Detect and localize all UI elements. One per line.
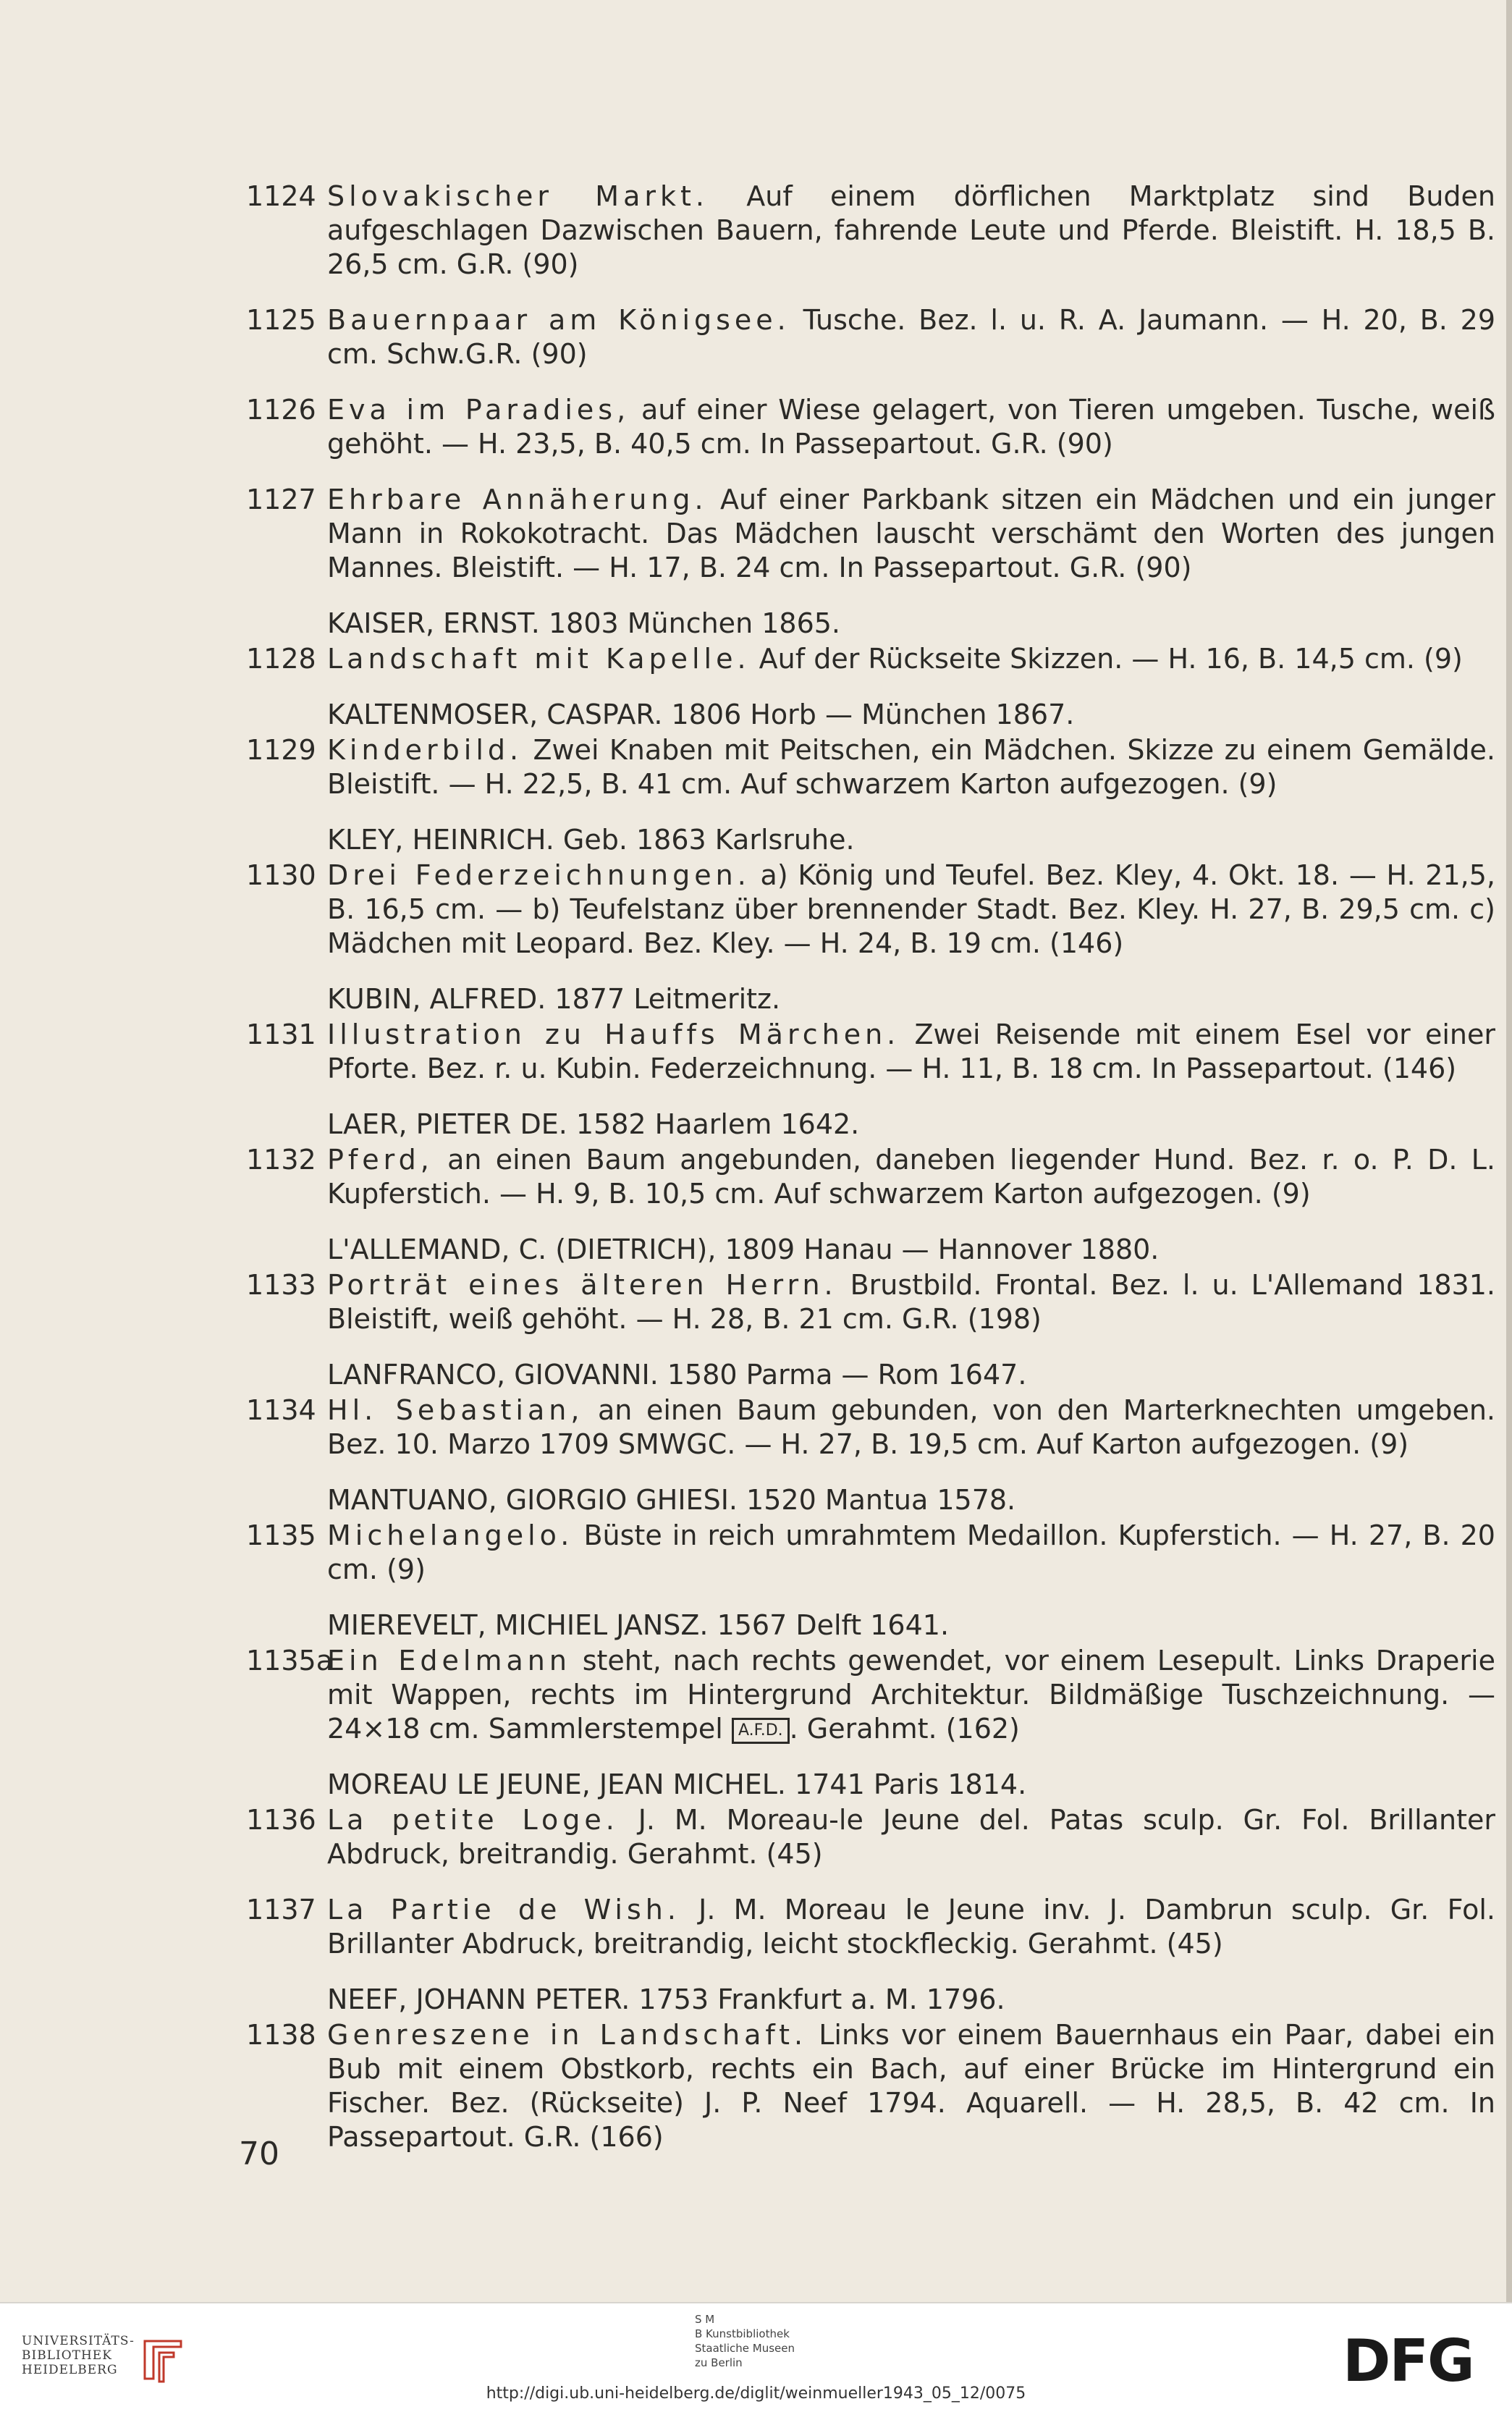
viewer-footer: [0, 2302, 1512, 2412]
lot-number: 1138: [246, 2019, 316, 2051]
catalog-entry: [246, 1644, 1495, 1746]
artist-heading: KALTENMOSER, CASPAR. 1806 Horb — München 1867.: [327, 699, 1075, 730]
sm-line-1: S M: [695, 2313, 715, 2326]
lot-number: 1135: [246, 1519, 316, 1551]
entry-text: [327, 1018, 1495, 1086]
entry-text: [327, 1268, 1495, 1336]
uni-line-3: HEIDELBERG: [22, 2363, 118, 2377]
uni-line-2: BIBLIOTHEK: [22, 2348, 112, 2363]
entry-title: Ehrbare Annäherung.: [327, 484, 708, 515]
entry-title: Drei Federzeichnungen.: [327, 859, 751, 891]
artist-heading: MOREAU LE JEUNE, JEAN MICHEL. 1741 Paris 1814.: [327, 1768, 1027, 1800]
catalog-entry: [246, 393, 1495, 461]
entry-text: [327, 1893, 1495, 1961]
entry-title: Genreszene in Landschaft.: [327, 2019, 808, 2051]
entry-title: Ein Edelmann: [327, 1645, 571, 1677]
entry-description-tail: . Gerahmt. (162): [789, 1713, 1020, 1745]
lot-number: 1133: [246, 1269, 316, 1301]
entry-title: Pferd,: [327, 1144, 434, 1176]
catalog-content: [246, 180, 1495, 2176]
entry-description: Büste in reich umrahmtem Medaillon. Kupferstich. — H. 27, B. 20 cm. (9): [327, 1519, 1495, 1585]
catalog-entry: [246, 642, 1495, 676]
sm-line-2: B Kunstbibliothek: [695, 2327, 790, 2340]
collector-stamp: A.F.D.: [732, 1718, 790, 1744]
catalog-entry: [246, 1519, 1495, 1587]
catalog-entry: [246, 180, 1495, 282]
entry-text: [327, 1803, 1495, 1871]
entry-title: Michelangelo.: [327, 1519, 574, 1551]
artist-heading: MIEREVELT, MICHIEL JANSZ. 1567 Delft 1641.: [327, 1609, 950, 1641]
entry-description: Auf einem dörflichen Marktplatz sind Buden aufgeschlagen Dazwischen Bauern, fahrende Leute und Pferde. Bleistift. H. 18,5 B. 26,5 cm. G.R. (90): [327, 180, 1495, 280]
entry-text: [327, 180, 1495, 282]
page-number: 70: [239, 2135, 279, 2172]
entry-title: Slovakischer Markt.: [327, 180, 709, 212]
entry-title: Hl. Sebastian,: [327, 1394, 584, 1426]
entry-title: Porträt eines älteren Herrn.: [327, 1269, 837, 1301]
entry-title: La petite Loge.: [327, 1804, 619, 1836]
entry-description: Auf der Rückseite Skizzen. — H. 16, B. 14,5 cm. (9): [759, 643, 1463, 675]
artist-heading: KUBIN, ALFRED. 1877 Leitmeritz.: [327, 983, 781, 1015]
sm-line-3: Staatliche Museen: [695, 2342, 795, 2355]
entry-text: [327, 733, 1495, 801]
catalog-entry: [246, 483, 1495, 585]
lot-number: 1128: [246, 643, 316, 675]
sm-line-4: zu Berlin: [695, 2356, 743, 2369]
kunstbibliothek-logo[interactable]: [695, 2312, 795, 2370]
catalog-entry: [246, 1803, 1495, 1871]
lot-number: 1126: [246, 394, 316, 426]
catalog-entry: [246, 2018, 1495, 2154]
uni-line-1: UNIVERSITÄTS-: [22, 2334, 135, 2348]
entry-description: J. M. Moreau le Jeune inv. J. Dambrun sculp. Gr. Fol. Brillanter Abdruck, breitrandig, leicht stockfleckig. Gerahmt. (45): [327, 1894, 1495, 1960]
catalog-entry: [246, 733, 1495, 801]
entry-text: [327, 483, 1495, 585]
lot-number: 1136: [246, 1804, 316, 1836]
catalog-entry: [246, 303, 1495, 371]
lot-number: 1132: [246, 1144, 316, 1176]
entry-text: [327, 393, 1495, 461]
catalog-entry: [246, 859, 1495, 961]
artist-heading: KAISER, ERNST. 1803 München 1865.: [327, 607, 841, 639]
catalog-entry: [246, 1143, 1495, 1211]
lot-number: 1127: [246, 484, 316, 515]
entry-title: Landschaft mit Kapelle.: [327, 643, 751, 675]
entry-description: J. M. Moreau-le Jeune del. Patas sculp. Gr. Fol. Brillanter Abdruck, breitrandig. Gerahmt. (45): [327, 1804, 1495, 1870]
university-emblem-icon: [138, 2334, 188, 2386]
entry-title: Eva im Paradies,: [327, 394, 630, 426]
catalog-entry: [246, 1268, 1495, 1336]
entry-text: [327, 1519, 1495, 1587]
catalog-entry: [246, 1393, 1495, 1462]
artist-heading: LAER, PIETER DE. 1582 Haarlem 1642.: [327, 1108, 860, 1140]
lot-number: 1131: [246, 1019, 316, 1050]
lot-number: 1134: [246, 1394, 316, 1426]
entry-description: Brustbild. Frontal. Bez. l. u. L'Allemand 1831. Bleistift, weiß gehöht. — H. 28, B. 21 cm. G.R. (198): [327, 1269, 1495, 1335]
lot-number: 1124: [246, 180, 316, 212]
entry-title: Illustration zu Hauffs Märchen.: [327, 1019, 900, 1050]
entry-description: Zwei Reisende mit einem Esel vor einer Pforte. Bez. r. u. Kubin. Federzeichnung. — H. 11, B. 18 cm. In Passepartout. (146): [327, 1019, 1495, 1084]
lot-number: 1135a: [246, 1645, 333, 1677]
entry-description: an einen Baum angebunden, daneben liegender Hund. Bez. r. o. P. D. L. Kupferstich. — H. 9, B. 10,5 cm. Auf schwarzem Karton aufgezogen. (9): [327, 1144, 1495, 1210]
entry-description: a) König und Teufel. Bez. Kley, 4. Okt. 18. — H. 21,5, B. 16,5 cm. — b) Teufelstanz über brennender Stadt. Bez. Kley. H. 27, B. 29,5 cm. c) Mädchen mit Leopard. Bez. Kley. — H. 24, B. 19 cm. (146): [327, 859, 1495, 959]
entry-title: La Partie de Wish.: [327, 1894, 680, 1926]
entry-text: [327, 642, 1495, 676]
artist-heading: LANFRANCO, GIOVANNI. 1580 Parma — Rom 1647.: [327, 1359, 1027, 1391]
page-url[interactable]: http://digi.ub.uni-heidelberg.de/diglit/weinmueller1943_05_12/0075: [486, 2384, 1026, 2403]
entry-description: Auf einer Parkbank sitzen ein Mädchen und ein junger Mann in Rokokotracht. Das Mädchen lauscht verschämt den Worten des jungen Mannes. Bleistift. — H. 17, B. 24 cm. In Passepartout. G.R. (90): [327, 484, 1495, 583]
entry-text: [327, 303, 1495, 371]
entry-description: Tusche. Bez. l. u. R. A. Jaumann. — H. 20, B. 29 cm. Schw.G.R. (90): [327, 304, 1496, 370]
entry-title: Kinderbild.: [327, 734, 523, 766]
entry-text: [327, 2018, 1495, 2154]
entry-description: auf einer Wiese gelagert, von Tieren umgeben. Tusche, weiß gehöht. — H. 23,5, B. 40,5 cm. In Passepartout. G.R. (90): [327, 394, 1495, 460]
dfg-logo[interactable]: DFG: [1343, 2327, 1474, 2395]
entry-text: [327, 1143, 1495, 1211]
lot-number: 1130: [246, 859, 316, 891]
entry-text: [327, 1644, 1495, 1746]
lot-number: 1125: [246, 304, 316, 336]
entry-description: an einen Baum gebunden, von den Marterknechten umgeben. Bez. 10. Marzo 1709 SMWGC. — H. 27, B. 19,5 cm. Auf Karton aufgezogen. (9): [327, 1394, 1495, 1460]
entry-text: [327, 1393, 1495, 1462]
university-library-logo[interactable]: [22, 2334, 210, 2377]
lot-number: 1137: [246, 1894, 316, 1926]
artist-heading: KLEY, HEINRICH. Geb. 1863 Karlsruhe.: [327, 824, 855, 856]
entry-description: steht, nach rechts gewendet, vor einem Lesepult. Links Draperie mit Wappen, rechts im Hintergrund Architektur. Bildmäßige Tuschzeichnung. — 24×18 cm. Sammlerstempel: [327, 1645, 1495, 1745]
entry-description: Zwei Knaben mit Peitschen, ein Mädchen. Skizze zu einem Gemälde. Bleistift. — H. 22,5, B. 41 cm. Auf schwarzem Karton aufgezogen. (9): [327, 734, 1495, 800]
lot-number: 1129: [246, 734, 316, 766]
entry-text: [327, 859, 1495, 961]
entry-description: Links vor einem Bauernhaus ein Paar, dabei ein Bub mit einem Obstkorb, rechts ein Bach, auf einer Brücke im Hintergrund ein Fischer. Bez. (Rückseite) J. P. Neef 1794. Aquarell. — H. 28,5, B. 42 cm. In Passepartout. G.R. (166): [327, 2019, 1495, 2153]
catalog-entry: [246, 1018, 1495, 1086]
artist-heading: L'ALLEMAND, C. (DIETRICH), 1809 Hanau — Hannover 1880.: [327, 1234, 1160, 1265]
catalog-entry: [246, 1893, 1495, 1961]
artist-heading: MANTUANO, GIORGIO GHIESI. 1520 Mantua 1578.: [327, 1484, 1016, 1516]
entry-title: Bauernpaar am Königsee.: [327, 304, 790, 336]
artist-heading: NEEF, JOHANN PETER. 1753 Frankfurt a. M. 1796.: [327, 1983, 1005, 2015]
